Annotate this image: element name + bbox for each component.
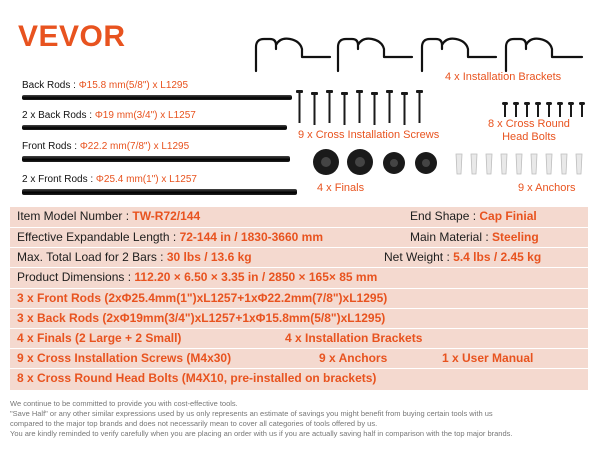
package-row-screws <box>10 348 588 365</box>
brackets-label: 4 x Installation Brackets <box>445 71 562 83</box>
rod-front-large-image <box>22 189 297 195</box>
anchors-image <box>452 150 592 178</box>
spec-row-dimensions <box>10 267 588 284</box>
rod-label-back: Back Rods : Φ15.8 mm(5/8") x L1295 <box>22 80 189 91</box>
finals-image <box>310 145 440 179</box>
rod-label-front: Front Rods : Φ22.2 mm(7/8") x L1295 <box>22 141 190 152</box>
bolts-label-line2: Head Bolts <box>502 131 556 143</box>
material-spec: Main Material : Steeling <box>410 230 539 244</box>
spec-row-length <box>10 227 588 244</box>
package-front-rods: 3 x Front Rods (2xΦ25.4mm(1")xL1257+1xΦ22.2mm(7/8")xL1295) <box>17 291 388 305</box>
spec-row-load <box>10 247 588 264</box>
rod-label-front-2: 2 x Front Rods : Φ25.4 mm(1") x L1257 <box>22 174 197 185</box>
length-spec: Effective Expandable Length : 72-144 in / 1830-3660 mm <box>17 230 323 244</box>
package-manual: 1 x User Manual <box>442 351 534 365</box>
screws-label: 9 x Cross Installation Screws <box>298 129 440 141</box>
cross-screws-image <box>292 90 442 130</box>
package-back-rods: 3 x Back Rods (2xΦ19mm(3/4")xL1257+1xΦ15.8mm(5/8")xL1295) <box>17 311 386 325</box>
dimensions-spec: Product Dimensions : 112.20 × 6.50 × 3.35 in / 2850 × 165× 85 mm <box>17 270 378 284</box>
package-row-front-rods <box>10 288 588 305</box>
weight-spec: Net Weight : 5.4 lbs / 2.45 kg <box>384 250 542 264</box>
package-row-finals <box>10 328 588 345</box>
package-bolts: 8 x Cross Round Head Bolts (M4X10, pre-installed on brackets) <box>17 371 377 385</box>
spec-table <box>10 207 588 390</box>
disclaimer-line: "Save Half" or any other similar expressions used by us only represents an estimate of savings you might benefit from buying certain tools with us <box>10 409 493 418</box>
package-finals: 4 x Finals (2 Large + 2 Small) <box>17 331 182 345</box>
package-row-bolts <box>10 368 588 385</box>
package-anchors: 9 x Anchors <box>319 351 388 365</box>
installation-brackets-image <box>250 35 590 73</box>
rod-front-small-image <box>22 156 290 162</box>
disclaimer-line: You are kindly reminded to verify carefully when you are placing an order with us if you are actually saving half in comparison with the top major brands. <box>10 429 513 438</box>
finals-label: 4 x Finals <box>317 182 365 194</box>
rod-back-small-image <box>22 95 292 100</box>
rod-label-back-2: 2 x Back Rods : Φ19 mm(3/4") x L1257 <box>22 110 196 121</box>
anchors-label: 9 x Anchors <box>518 182 576 194</box>
load-spec: Max. Total Load for 2 Bars : 30 lbs / 13.6 kg <box>17 250 252 264</box>
end-shape-spec: End Shape : Cap Finial <box>410 209 537 223</box>
package-row-back-rods <box>10 308 588 325</box>
disclaimer-line: compared to the major top brands and does not necessarily mean to cover all categories of tools offered by us. <box>10 419 378 428</box>
package-brackets: 4 x Installation Brackets <box>285 331 423 345</box>
package-screws: 9 x Cross Installation Screws (M4x30) <box>17 351 232 365</box>
disclaimer-line: We continue to be committed to provide you with cost-effective tools. <box>10 399 238 408</box>
brand-logo: VEVOR <box>18 20 126 53</box>
bolts-label <box>488 118 570 144</box>
model-spec: Item Model Number : TW-R72/144 <box>17 209 201 223</box>
rod-back-large-image <box>22 125 287 130</box>
bolts-label-line1: 8 x Cross Round <box>488 118 570 130</box>
